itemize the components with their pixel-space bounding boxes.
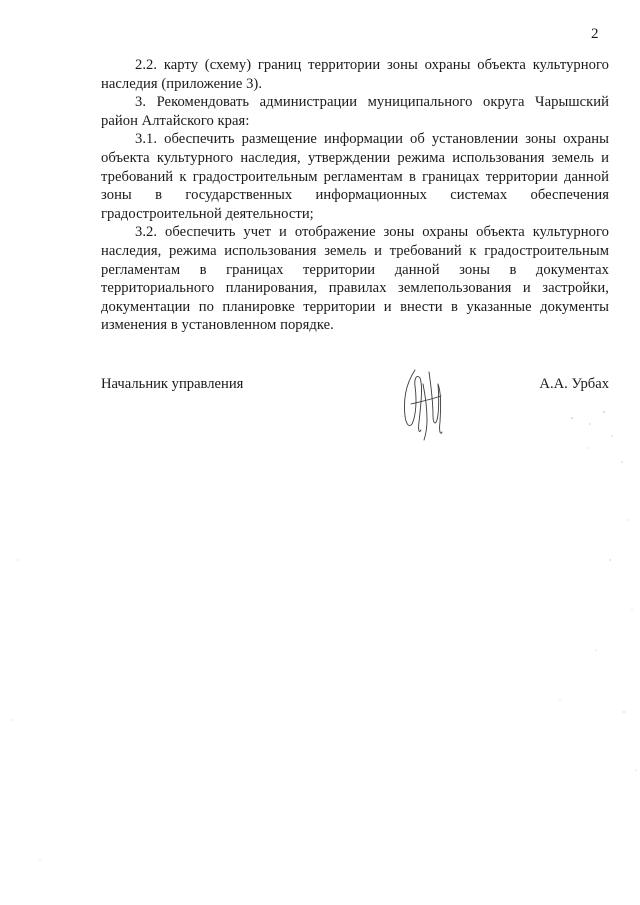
handwritten-signature xyxy=(393,364,453,446)
document-body xyxy=(101,56,609,335)
paragraph-3-1: 3.1. обеспечить размещение информации об установлении зоны охраны объекта культурного наследия, утверждении режима использования земель и требований к градостроительным регламентам в границах территории данной зоны в государственных информационных системах обеспечения градостроительной деятельности; xyxy=(101,131,609,222)
position-title: Начальник управления xyxy=(101,376,244,392)
signatory-name: А.А. Урбах xyxy=(539,376,609,392)
paragraph-3-2: 3.2. обеспечить учет и отображение зоны охраны объекта культурного наследия, режима использования земель и требований к градостроительным регламентам в границах территории данной зоны в документах территориального планирования, правилах землепользования и застройки, документации по планировке территории и внести в указанные документы изменения в установленном порядке. xyxy=(101,224,609,334)
paragraph-3: 3. Рекомендовать администрации муниципального округа Чарышский район Алтайского края: xyxy=(101,94,609,129)
signature-block xyxy=(101,376,609,456)
page-number: 2 xyxy=(591,26,599,42)
paragraph-2-2: 2.2. карту (схему) границ территории зоны охраны объекта культурного наследия (приложение 3). xyxy=(101,57,609,92)
